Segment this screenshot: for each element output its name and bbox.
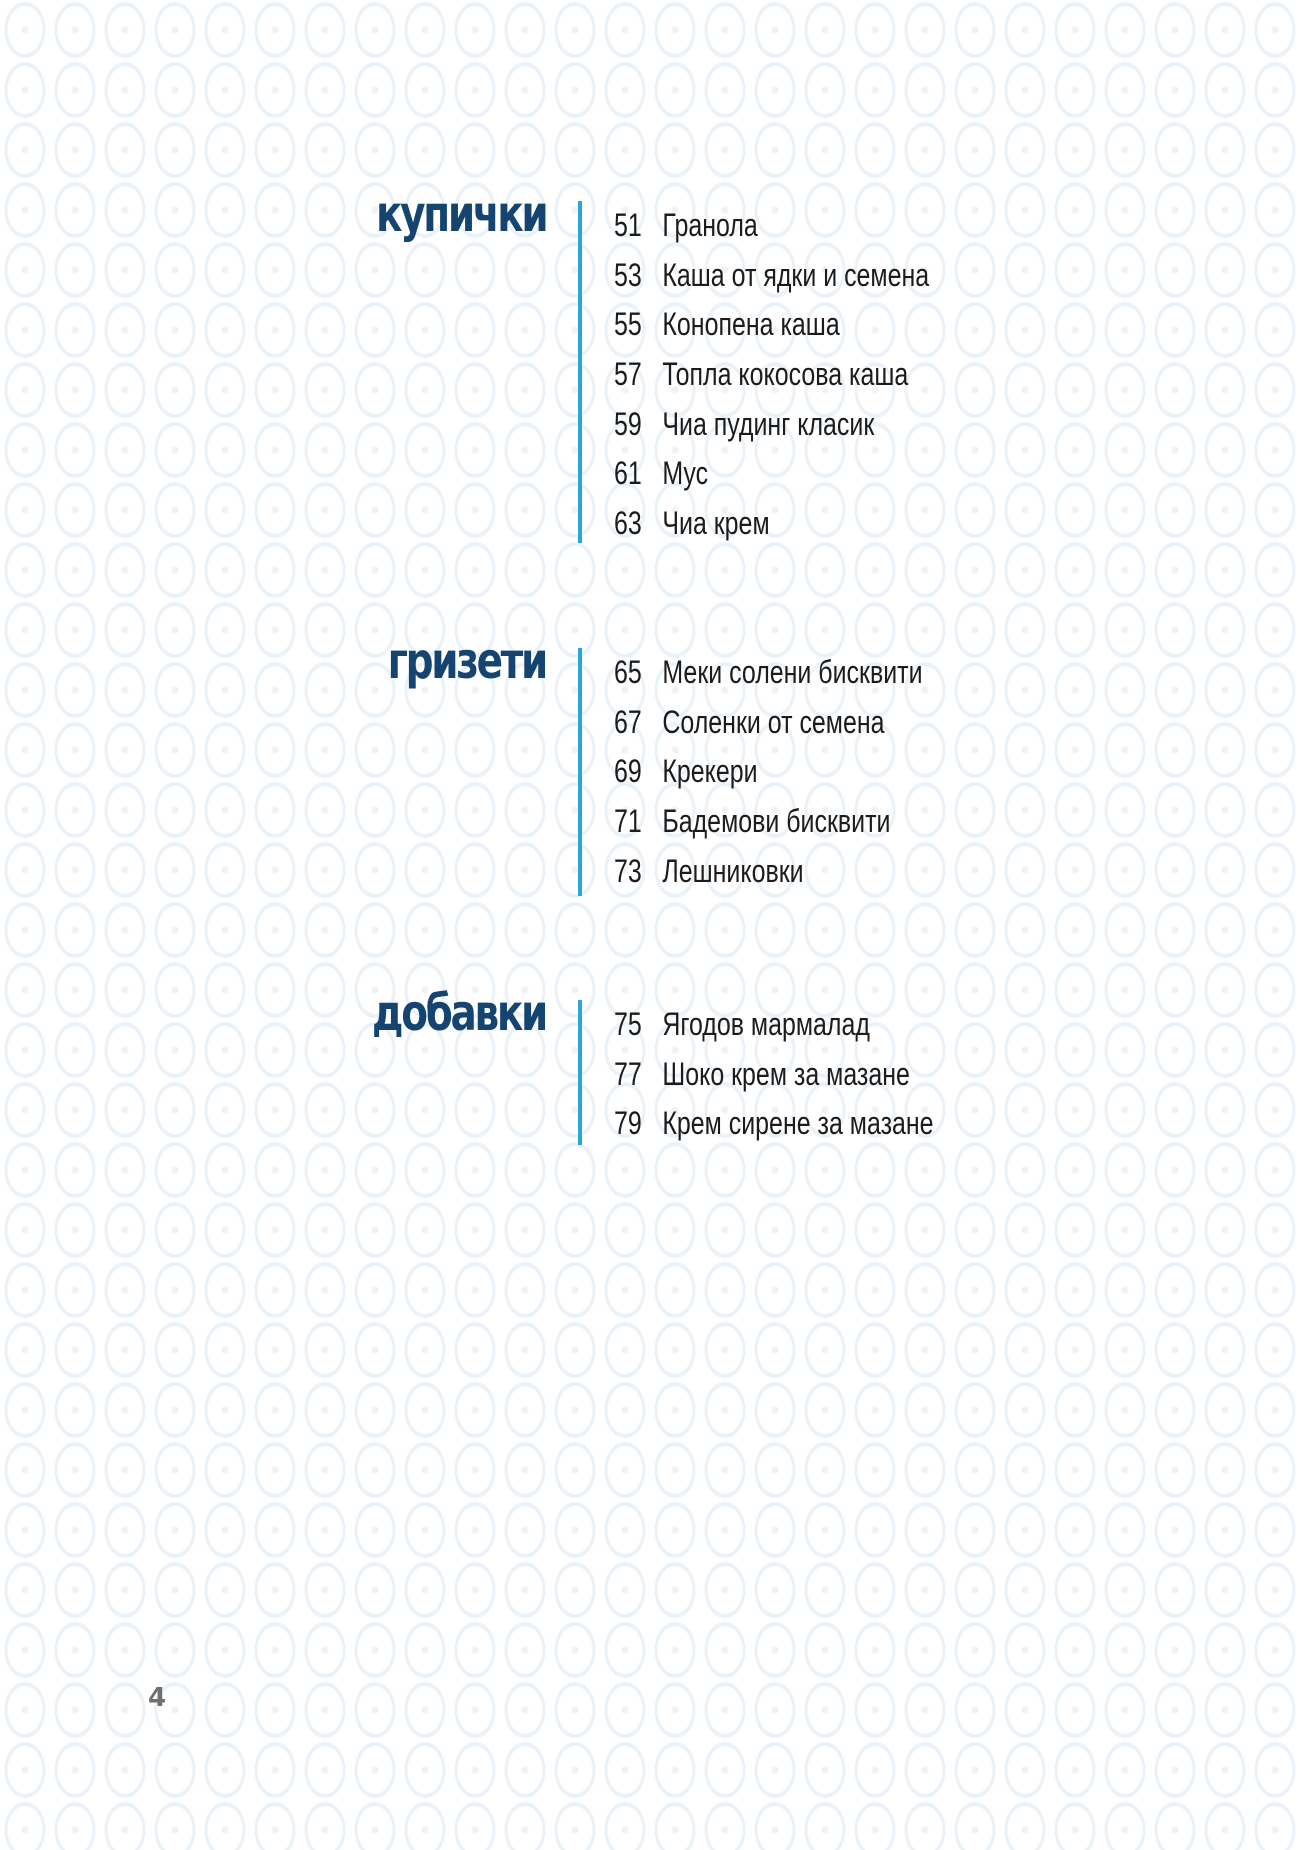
toc-entry[interactable]: [614, 350, 929, 400]
entry-page-number: 55: [614, 306, 642, 343]
entry-page-number: 71: [614, 803, 642, 840]
page-number: 4: [148, 1683, 167, 1713]
section-divider: [578, 201, 582, 543]
entry-page-number: 77: [614, 1055, 642, 1092]
entry-page-number: 75: [614, 1006, 642, 1043]
toc-entry[interactable]: [614, 1099, 934, 1149]
entry-label: Соленки от семена: [662, 703, 885, 740]
entry-page-number: 63: [614, 504, 642, 541]
entry-label: Шоко крем за мазане: [662, 1055, 910, 1092]
entry-page-number: 53: [614, 256, 642, 293]
toc-entry[interactable]: [614, 797, 923, 847]
toc-entry[interactable]: [614, 698, 923, 748]
entry-label: Крем сирене за мазане: [662, 1105, 934, 1142]
toc-entry[interactable]: [614, 251, 929, 301]
entry-list: [614, 1000, 1024, 1149]
entry-label: Бадемови бисквити: [662, 803, 891, 840]
entry-label: Ягодов мармалад: [662, 1006, 870, 1043]
toc-entry[interactable]: [614, 747, 923, 797]
entry-label: Топла кокосова каша: [662, 356, 909, 393]
toc-entry[interactable]: [614, 846, 923, 896]
entry-label: Конопена каша: [662, 306, 840, 343]
entry-page-number: 69: [614, 753, 642, 790]
entry-label: Крекери: [662, 753, 758, 790]
section-title: добавки: [372, 984, 546, 1042]
entry-label: Чиа пудинг класик: [662, 405, 875, 442]
entry-label: Гранола: [662, 207, 758, 244]
entry-label: Меки солени бисквити: [662, 654, 923, 691]
entry-page-number: 61: [614, 455, 642, 492]
entry-page-number: 65: [614, 654, 642, 691]
entry-list: [614, 648, 1010, 896]
toc-entry[interactable]: [614, 1050, 934, 1100]
toc-entry[interactable]: [614, 499, 929, 549]
entry-list: [614, 201, 1018, 548]
section-title: гризети: [387, 632, 546, 690]
section-divider: [578, 1000, 582, 1145]
entry-page-number: 67: [614, 703, 642, 740]
entry-page-number: 73: [614, 852, 642, 889]
entry-label: Чиа крем: [662, 504, 770, 541]
entry-page-number: 51: [614, 207, 642, 244]
entry-label: Мус: [662, 455, 709, 492]
toc-entry[interactable]: [614, 1000, 934, 1050]
section-title: купички: [375, 185, 546, 243]
toc-entry[interactable]: [614, 201, 929, 251]
entry-label: Лешниковки: [662, 852, 804, 889]
entry-page-number: 59: [614, 405, 642, 442]
toc-entry[interactable]: [614, 648, 923, 698]
toc-entry[interactable]: [614, 300, 929, 350]
section-divider: [578, 648, 582, 896]
entry-page-number: 79: [614, 1105, 642, 1142]
toc-entry[interactable]: [614, 399, 929, 449]
entry-label: Каша от ядки и семена: [662, 256, 930, 293]
entry-page-number: 57: [614, 356, 642, 393]
toc-entry[interactable]: [614, 449, 929, 499]
